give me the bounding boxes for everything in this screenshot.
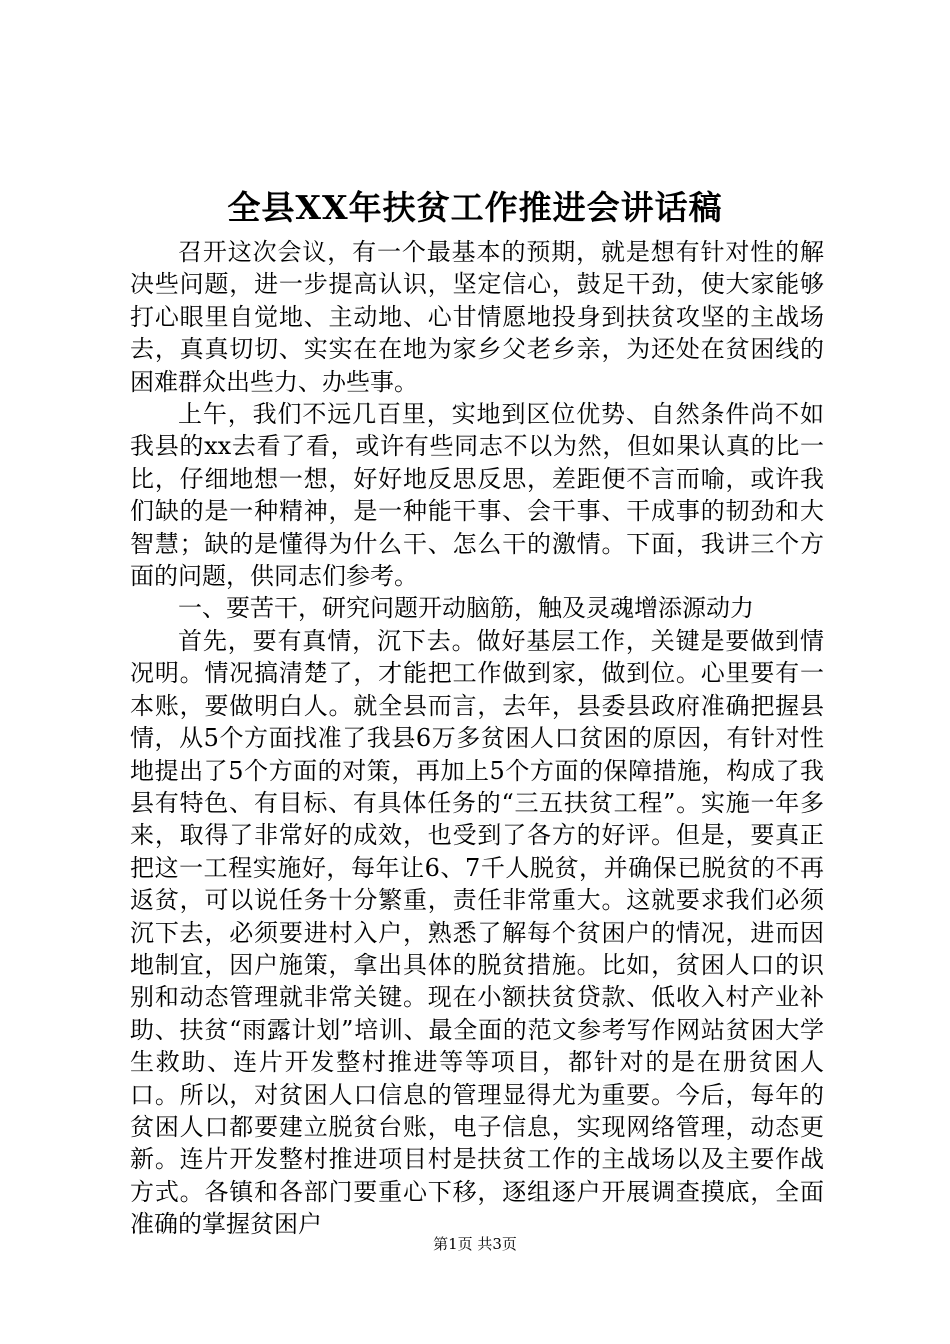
page-number-footer: 第1页 共3页	[433, 1235, 517, 1253]
paragraph-3: 首先，要有真情，沉下去。做好基层工作，关键是要做到情况明。情况搞清楚了，才能把工作做到家，做到位。心里要有一本账，要做明白人。就全县而言，去年，县委县政府准确把握县情，从5个方面找准了我县6万多贫困人口贫困的原因，有针对性地提出了5个方面的对策，再加上5个方面的保障措施，构成了我县有特色、有目标、有具体任务的“三五扶贫工程”。实施一年多来，取得了非常好的成效，也受到了各方的好评。但是，要真正把这一工程实施好，每年让6、7千人脱贫，并确保已脱贫的不再返贫，可以说任务十分繁重，责任非常重大。这就要求我们必须沉下去，必须要进村入户，熟悉了解每个贫困户的情况，进而因地制宜，因户施策，拿出具体的脱贫措施。比如，贫困人口的识别和动态管理就非常关键。现在小额扶贫贷款、低收入村产业补助、扶贫“雨露计划”培训、最全面的范文参考写作网站贫困大学生救助、连片开发整村推进等等项目，都针对的是在册贫困人口。所以，对贫困人口信息的管理显得尤为重要。今后，每年的贫困人口都要建立脱贫台账，电子信息，实现网络管理，动态更新。连片开发整村推进项目村是扶贫工作的主战场以及主要作战方式。各镇和各部门要重心下移，逐组逐户开展调查摸底，全面准确的掌握贫困户	[130, 626, 824, 1239]
document-title: 全县XX年扶贫工作推进会讲话稿	[227, 188, 723, 227]
paragraph-2: 上午，我们不远几百里，实地到区位优势、自然条件尚不如我县的xx去看了看，或许有些同志不以为然，但如果认真的比一比，仔细地想一想，好好地反思反思，差距便不言而喻，或许我们缺的是一种精神，是一种能干事、会干事、干成事的韧劲和大智慧；缺的是懂得为什么干、怎么干的激情。下面，我讲三个方面的问题，供同志们参考。	[130, 400, 824, 591]
section-heading-1: 一、要苦干，研究问题开动脑筋，触及灵魂增添源动力	[178, 594, 754, 623]
paragraph-1: 召开这次会议，有一个最基本的预期，就是想有针对性的解决些问题，进一步提高认识，坚定信心，鼓足干劲，使大家能够打心眼里自觉地、主动地、心甘情愿地投身到扶贫攻坚的主战场去，真真切切、实实在在地为家乡父老乡亲，为还处在贫困线的困难群众出些力、办些事。	[130, 238, 824, 396]
document-body	[130, 236, 824, 1241]
